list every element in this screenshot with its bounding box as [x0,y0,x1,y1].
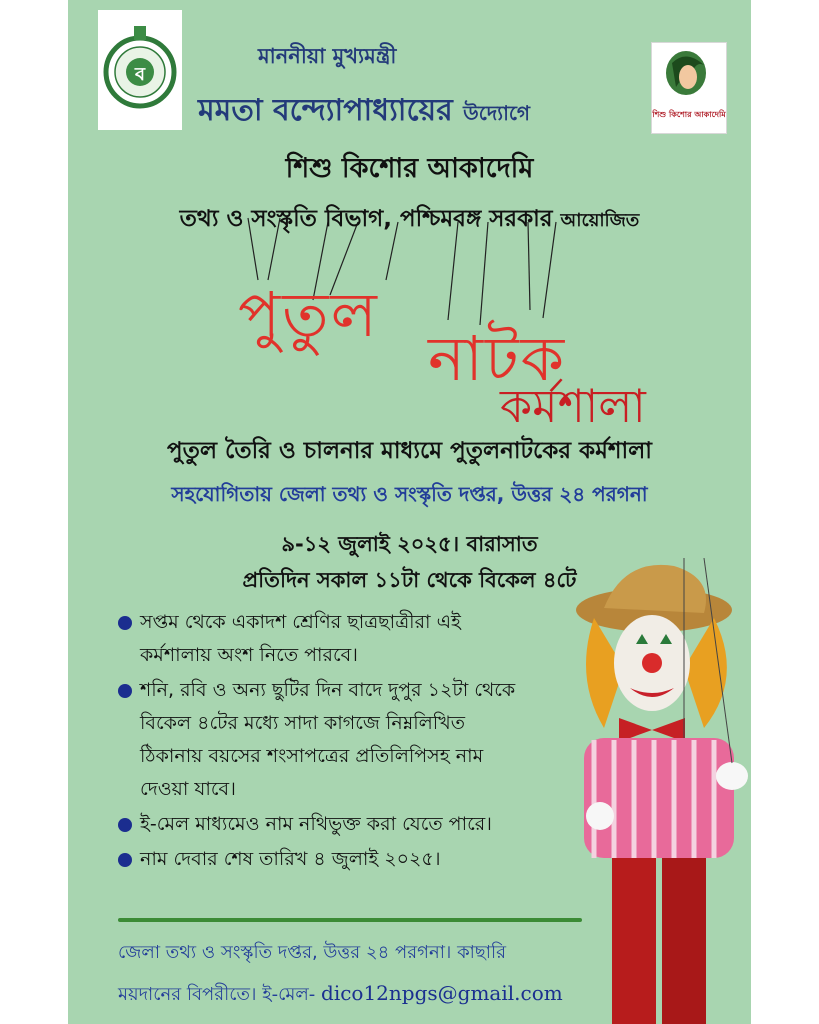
bullet-line: সপ্তম থেকে একাদশ শ্রেণির ছাত্রছাত্রীরা এই [140,611,461,633]
title-word-puppet: পুতুল [238,278,379,351]
bullet-line: শনি, রবি ও অন্য ছুটির দিন বাদে দুপুর ১২টা থেকে [140,679,516,701]
bullet-line: বিকেল ৪টের মধ্যে সাদা কাগজে নিম্নলিখিত [140,712,465,734]
bullet-dot [118,616,132,630]
title-word-drama: নাটক [428,322,567,395]
date-venue: ৯-১২ জুলাই ২০২৫। বারাসাত [281,532,538,556]
organizer-line [68,200,751,239]
bullet-dot [118,853,132,867]
bullet-line: নাম দেবার শেষ তারিখ ৪ জুলাই ২০২৫। [140,848,441,870]
chief-minister-name: মমতা বন্দ্যোপাধ্যায়ের [198,93,453,128]
akademi-logo-text: শিশু কিশোর আকাদেমি [652,110,726,119]
daily-time: প্রতিদিন সকাল ১১টা থেকে বিকেল ৪টে [242,568,577,592]
address-line: জেলা তথ্য ও সংস্কৃতি দপ্তর, উত্তর ২৪ পরগনা। কাছারি [118,942,507,963]
bullet-line: ঠিকানায় বয়সের শংসাপত্রের প্রতিলিপিসহ নাম [140,745,484,767]
list-item [118,808,638,841]
list-item [118,843,638,876]
bullet-dot [118,818,132,832]
address-continuation: ময়দানের বিপরীতে। ই-মেল- [118,984,316,1005]
organized-suffix: আয়োজিত [560,210,640,231]
contact-email[interactable]: dico12npgs@gmail.com [321,981,563,1005]
poster [68,0,751,1024]
collaboration-line: সহযোগিতায় জেলা তথ্য ও সংস্কৃতি দপ্তর, উত্তর ২৪ পরগনা [171,482,648,506]
emblem-letter: ব [134,64,146,85]
list-item [118,674,638,806]
west-bengal-emblem-logo [98,10,182,130]
department-name: তথ্য ও সংস্কৃতি বিভাগ, পশ্চিমবঙ্গ সরকার [179,206,553,232]
academy-name: শিশু কিশোর আকাদেমি [285,153,534,184]
bullet-dot [118,684,132,698]
instructions-list [118,606,638,878]
initiative-suffix: উদ্যোগে [463,101,531,125]
divider [118,918,582,922]
shishu-kishore-akademi-logo [651,42,727,134]
bullet-line: কর্মশালায় অংশ নিতে পারবে। [140,644,358,666]
workshop-description: পুতুল তৈরি ও চালনার মাধ্যমে পুতুলনাটকের কর্মশালা [167,438,652,464]
chief-minister-line: মাননীয়া মুখ্যমন্ত্রী [258,44,397,68]
list-item [118,606,638,672]
initiative-line [198,86,658,137]
title-word-workshop: কর্মশালা [500,379,646,433]
address-email-line [118,980,563,1011]
bullet-line: ই-মেল মাধ্যমেও নাম নথিভুক্ত করা যেতে পারে। [140,813,492,835]
bullet-line: দেওয়া যাবে। [140,778,236,800]
